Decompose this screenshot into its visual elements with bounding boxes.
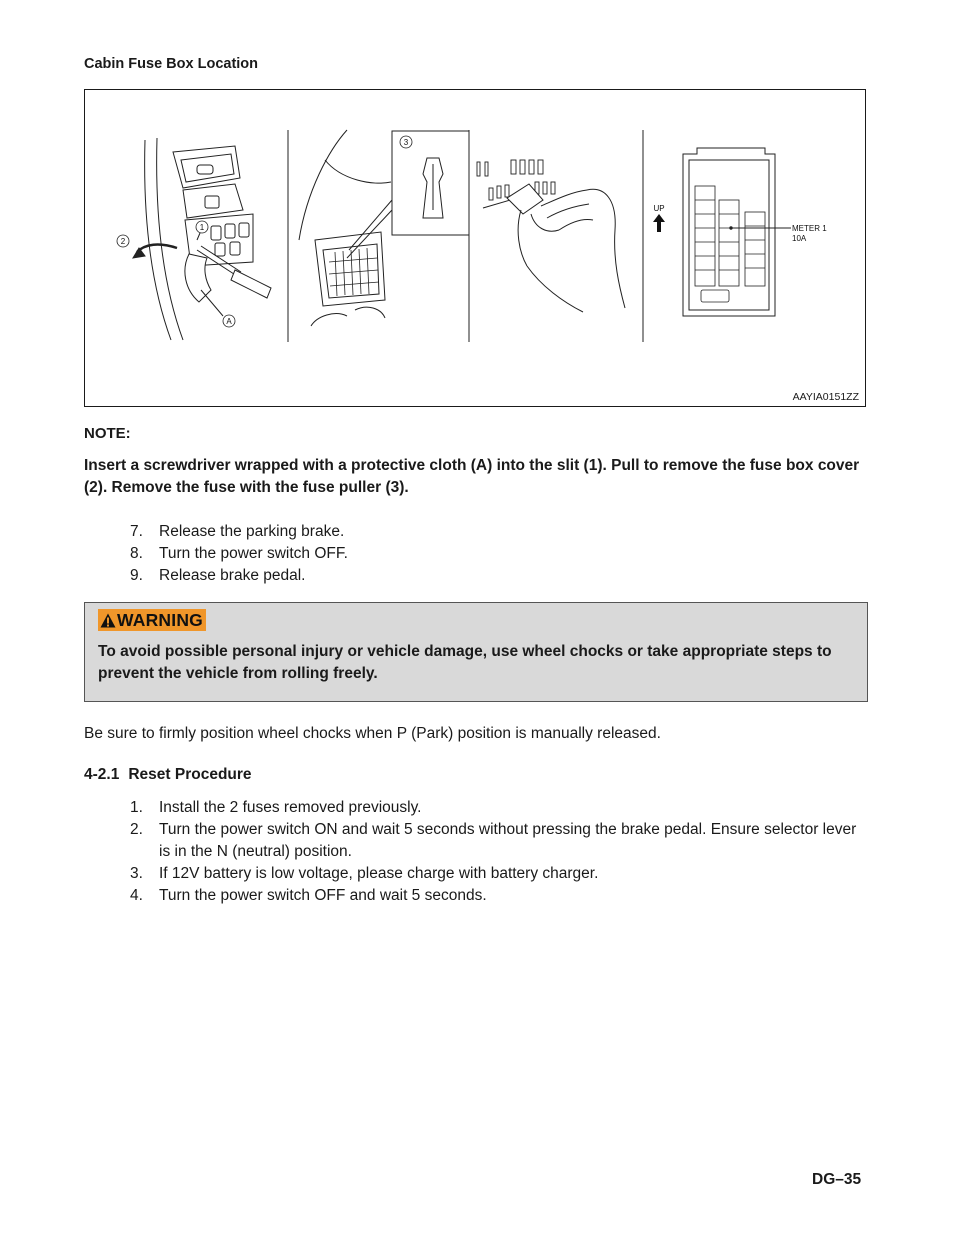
warning-text: To avoid possible personal injury or vehicle damage, use wheel chocks or take appropriate steps to prevent the vehicle from rolling freely. — [98, 643, 832, 682]
step-number: 1. — [130, 799, 143, 816]
section-title: Cabin Fuse Box Location — [84, 56, 259, 72]
callout-a: A — [226, 317, 232, 326]
page-number: DG–35 — [812, 1171, 862, 1188]
warning-box — [84, 602, 868, 702]
figure-id: AAYIA0151ZZ — [792, 391, 859, 403]
fuse-label-rating: 10A — [792, 234, 807, 243]
list-item — [130, 885, 869, 907]
subsection-heading — [84, 766, 252, 784]
steps-list-a — [130, 521, 869, 587]
list-item — [130, 797, 869, 819]
list-item — [130, 543, 869, 565]
step-number: 7. — [130, 523, 143, 540]
list-item — [130, 863, 869, 885]
step-number: 9. — [130, 567, 143, 584]
warning-tag — [98, 609, 206, 631]
step-text: Turn the power switch OFF. — [159, 545, 348, 562]
step-text: Turn the power switch OFF and wait 5 seconds. — [159, 887, 487, 904]
step-text: Release the parking brake. — [159, 523, 345, 540]
park-note: Be sure to firmly position wheel chocks when P (Park) position is manually released. — [84, 725, 661, 742]
fuse-label-name: METER 1 — [792, 224, 827, 233]
step-text: Release brake pedal. — [159, 567, 306, 584]
list-item — [130, 521, 869, 543]
up-label: UP — [653, 204, 665, 213]
step-text: Turn the power switch ON and wait 5 seconds without pressing the brake pedal. Ensure selector lever is in the N (neutral) position. — [159, 821, 857, 860]
warning-tag-label: WARNING — [117, 610, 203, 630]
note-text: Insert a screwdriver wrapped with a protective cloth (A) into the slit (1). Pull to remove the fuse box cover (2). Remove the fuse with the fuse puller (3). — [84, 457, 860, 496]
steps-list-b — [130, 797, 869, 907]
list-item — [130, 819, 869, 863]
step-number: 4. — [130, 887, 143, 904]
callout-1: 1 — [199, 223, 205, 232]
fuse-box-figure — [84, 89, 866, 407]
step-number: 8. — [130, 545, 143, 562]
list-item — [130, 565, 869, 587]
step-number: 2. — [130, 821, 143, 838]
step-text: Install the 2 fuses removed previously. — [159, 799, 422, 816]
fuse-box-illustration — [85, 90, 867, 408]
callout-3: 3 — [403, 138, 409, 147]
step-text: If 12V battery is low voltage, please charge with battery charger. — [159, 865, 599, 882]
note-label: NOTE: — [84, 425, 131, 442]
warning-triangle-icon — [100, 613, 116, 628]
subsection-number: 4-2.1 — [84, 766, 120, 783]
callout-2: 2 — [120, 237, 126, 246]
subsection-title: Reset Procedure — [128, 766, 252, 783]
step-number: 3. — [130, 865, 143, 882]
